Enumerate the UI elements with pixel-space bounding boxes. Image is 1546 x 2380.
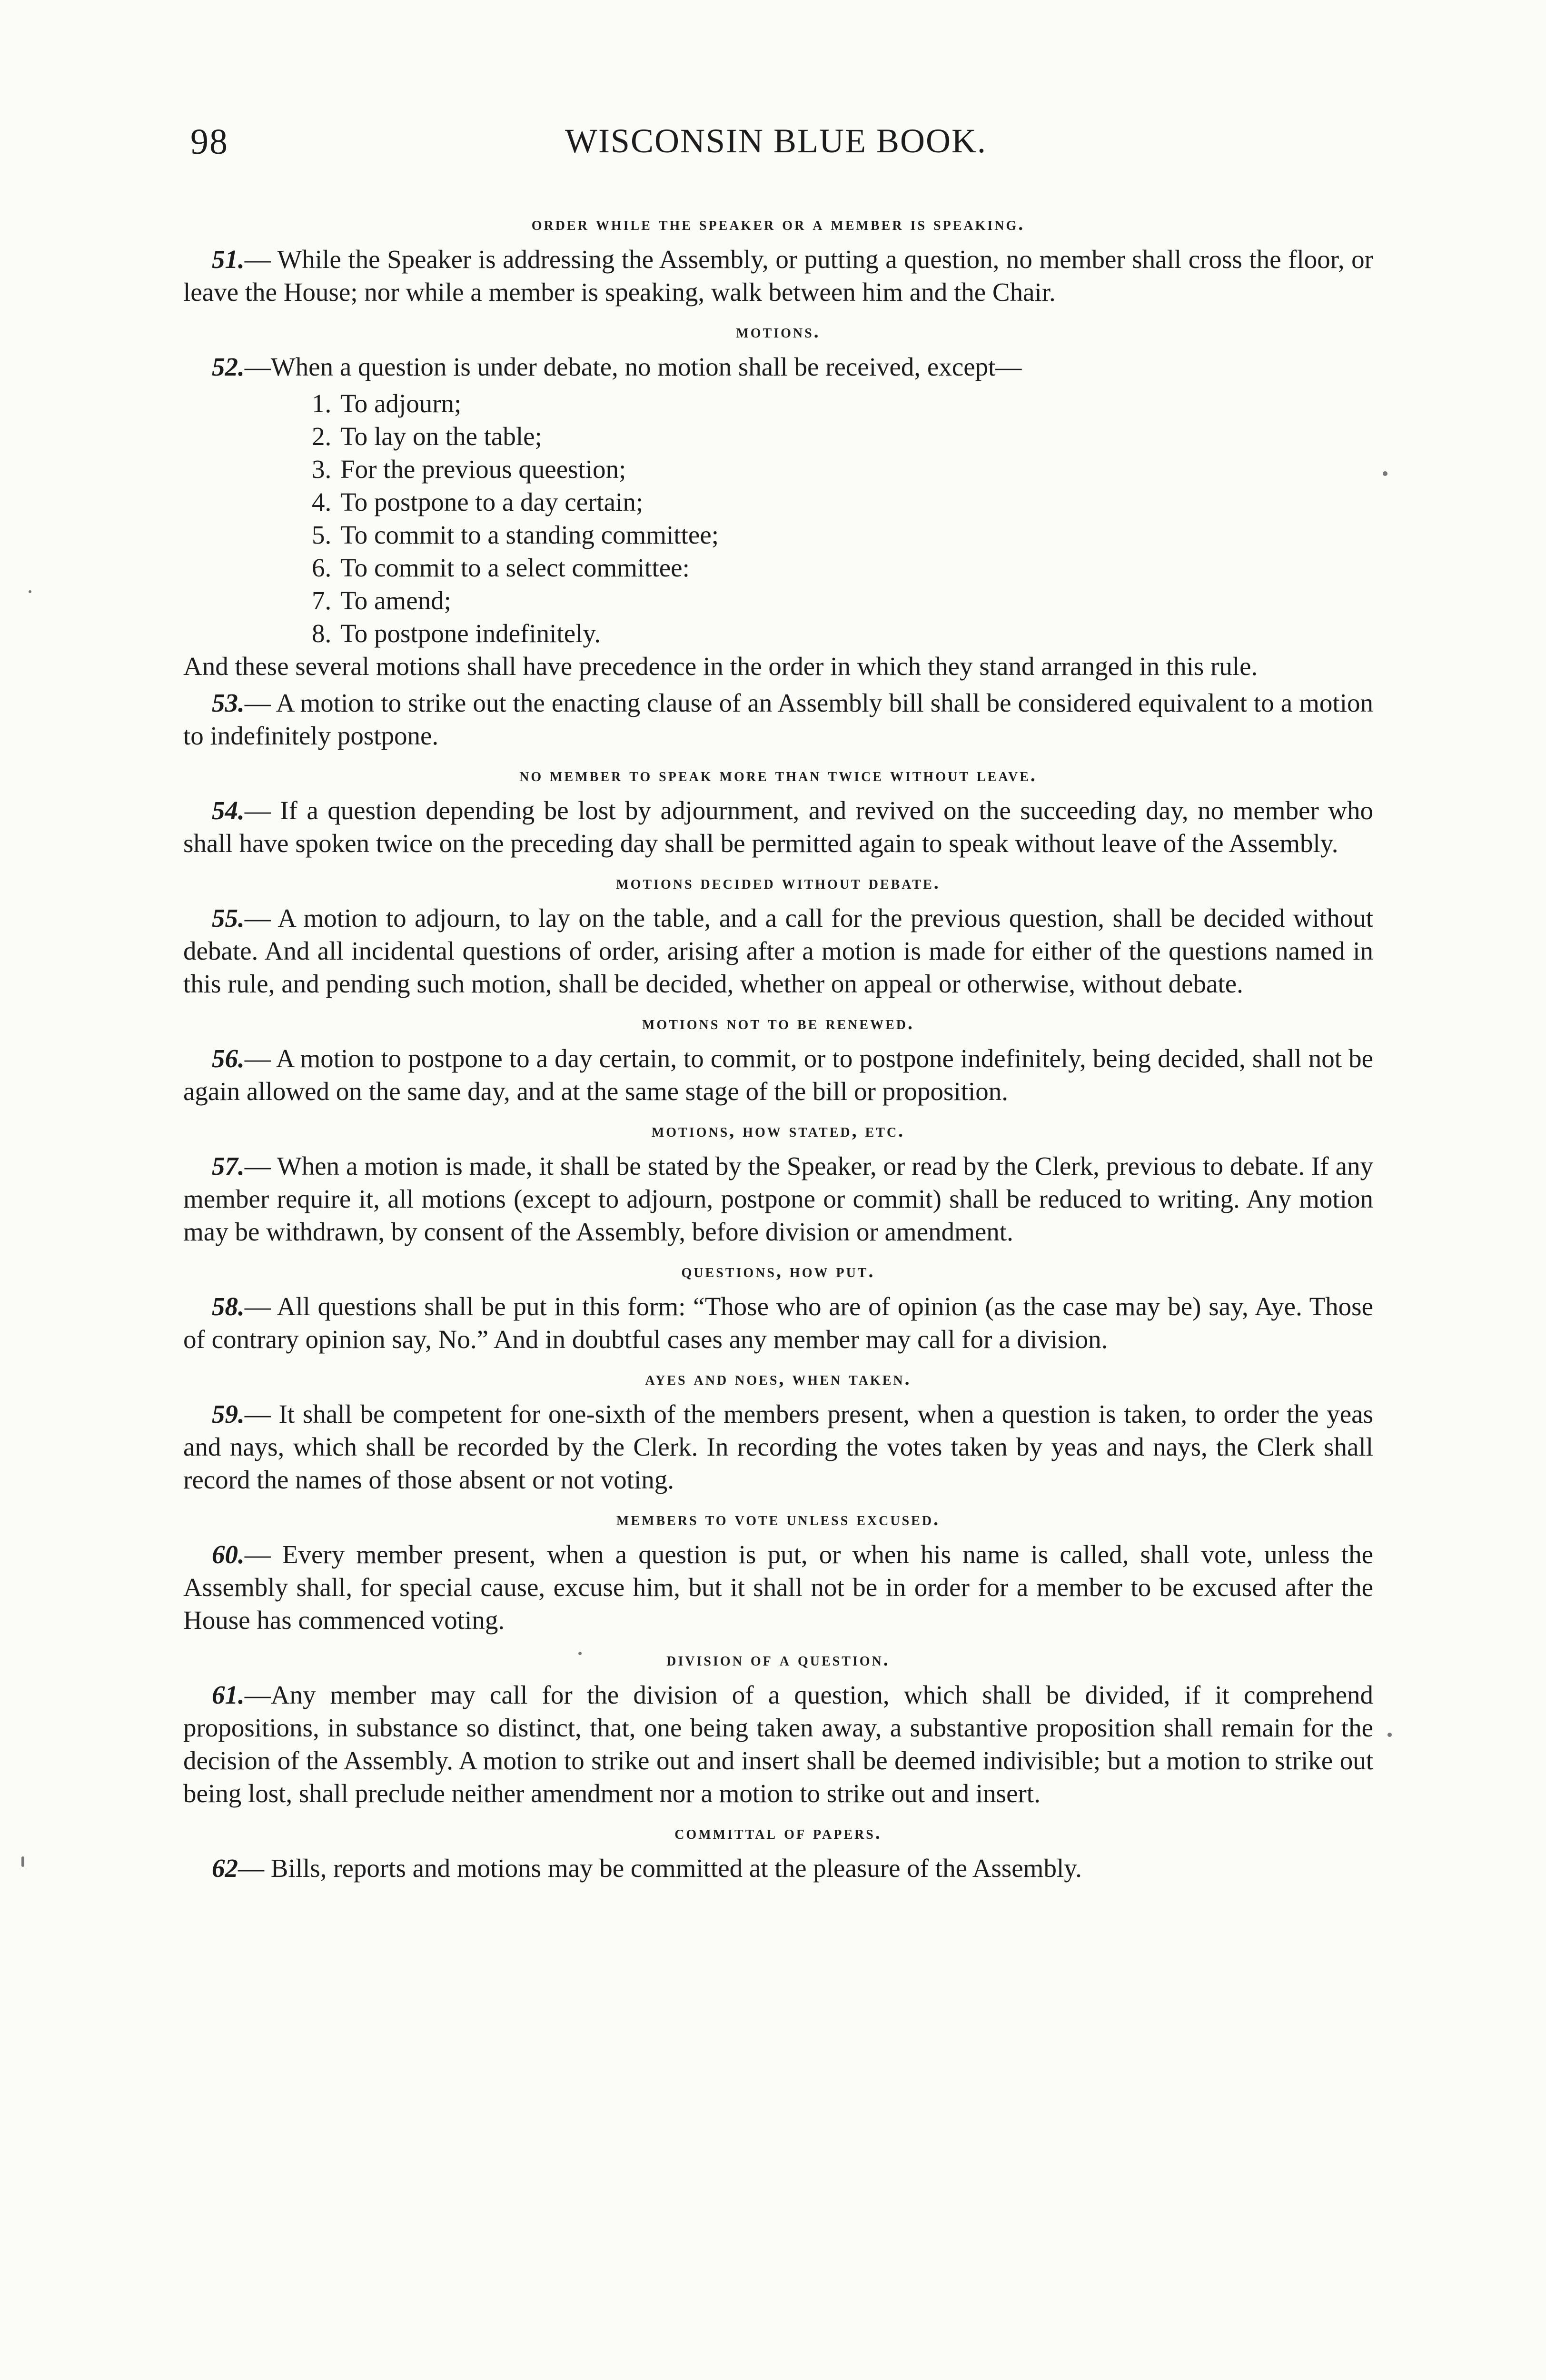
list-item <box>312 518 1373 551</box>
rule-text: — A motion to postpone to a day certain, to commit, or to postpone indefinitely, being decided, shall not be again allowed on the same day, and at the same stage of the bill or proposition. <box>183 1044 1373 1106</box>
list-item-text: To adjourn; <box>340 389 462 418</box>
section-heading: no member to speak more than twice without leave. <box>519 764 1037 785</box>
rule-57 <box>183 1150 1373 1248</box>
rule-number: 56. <box>212 1044 245 1073</box>
rule-text: — All questions shall be put in this form: “Those who are of opinion (as the case may be) say, Aye. Those of contrary opinion say, No.” And in doubtful cases any member may call for a division. <box>183 1292 1373 1354</box>
scan-speck <box>29 590 31 593</box>
list-item <box>312 584 1373 617</box>
rule-text: — Every member present, when a question is put, or when his name is called, shall vote, unless the Assembly shall, for special cause, excuse him, but it shall not be in order for a member to be excused after the House has commenced voting. <box>183 1540 1373 1635</box>
scan-speck <box>1383 471 1387 476</box>
rule-58 <box>183 1290 1373 1356</box>
rule-number: 57. <box>212 1151 245 1180</box>
section-heading: motions not to be renewed. <box>642 1012 915 1033</box>
section-heading: order while the speaker or a member is speaking. <box>531 213 1025 234</box>
rule-number: 61. <box>212 1680 245 1709</box>
rule-number: 60. <box>212 1540 245 1569</box>
rule-text: — A motion to strike out the enacting clause of an Assembly bill shall be considered equivalent to a motion to indefinitely postpone. <box>183 688 1373 750</box>
section-heading: members to vote unless excused. <box>616 1508 941 1529</box>
scan-speck <box>21 1856 24 1867</box>
section-heading: committal of papers. <box>674 1822 882 1843</box>
rule-text: — It shall be competent for one-sixth of the members present, when a question is taken, to order the yeas and nays, which shall be recorded by the Clerk. In recording the votes taken by yeas and nays, the Clerk shall record the names of those absent or not voting. <box>183 1399 1373 1494</box>
rule-53 <box>183 686 1373 752</box>
rule-number: 59. <box>212 1399 245 1428</box>
rule-51 <box>183 243 1373 308</box>
rule-number: 55. <box>212 903 245 932</box>
rule-55 <box>183 902 1373 1000</box>
rule-number: 58. <box>212 1292 245 1321</box>
rule-text: —When a question is under debate, no motion shall be received, except— <box>244 352 1022 381</box>
rule-number: 54. <box>212 796 245 825</box>
rule-text: — Bills, reports and motions may be committed at the pleasure of the Assembly. <box>238 1854 1082 1883</box>
list-item-text: To postpone to a day certain; <box>340 487 644 516</box>
precedence-note: And these several motions shall have precedence in the order in which they stand arranged in this rule. <box>183 652 1258 681</box>
rule-text: —Any member may call for the division of a question, which shall be divided, if it comprehend propositions, in substance so distinct, that, one being taken away, a substantive proposition shall remain for the decision of the Assembly. A motion to strike out and insert shall be deemed indivisible; but a motion to strike out being lost, shall preclude neither amendment nor a motion to strike out and insert. <box>183 1680 1373 1808</box>
list-item-text: To commit to a select committee: <box>340 553 690 582</box>
rule-number: 62 <box>212 1854 238 1883</box>
list-item-number: 2. <box>312 422 332 451</box>
section-heading: motions. <box>736 320 821 342</box>
motion-list <box>183 387 1373 650</box>
page-header <box>181 121 1371 164</box>
rule-number: 51. <box>212 245 245 274</box>
rule-number: 52. <box>212 352 245 381</box>
page-number: 98 <box>190 122 228 162</box>
section-heading: division of a question. <box>666 1648 890 1670</box>
list-item <box>312 453 1373 486</box>
list-item-text: To postpone indefinitely. <box>340 619 601 648</box>
rule-56 <box>183 1042 1373 1108</box>
rule-text: — When a motion is made, it shall be stated by the Speaker, or read by the Clerk, previous to debate. If any member require it, all motions (except to adjourn, postpone or commit) shall be reduced to writing. Any motion may be withdrawn, by consent of the Assembly, before division or amendment. <box>183 1151 1373 1246</box>
list-item-number: 1. <box>312 389 332 418</box>
list-item <box>312 387 1373 420</box>
rule-59 <box>183 1398 1373 1496</box>
section-heading: questions, how put. <box>681 1260 875 1281</box>
list-item-number: 3. <box>312 455 332 484</box>
list-item <box>312 617 1373 650</box>
rule-text: — A motion to adjourn, to lay on the table, and a call for the previous question, shall be decided without debate. And all incidental questions of order, arising after a motion is made for either of the questions named in this rule, and pending such motion, shall be decided, whether on appeal or otherwise, without debate. <box>183 903 1373 998</box>
list-item-text: To lay on the table; <box>340 422 542 451</box>
rules-body <box>183 209 1373 1888</box>
list-item <box>312 551 1373 584</box>
rule-number: 53. <box>212 688 245 717</box>
rule-62 <box>183 1852 1373 1884</box>
list-item-number: 7. <box>312 586 332 615</box>
list-item-number: 4. <box>312 487 332 516</box>
list-item <box>312 486 1373 518</box>
list-item-number: 6. <box>312 553 332 582</box>
rule-text: — While the Speaker is addressing the Assembly, or putting a question, no member shall cross the floor, or leave the House; nor while a member is speaking, walk between him and the Chair. <box>183 245 1373 307</box>
list-item <box>312 420 1373 453</box>
rule-text: — If a question depending be lost by adjournment, and revived on the succeeding day, no member who shall have spoken twice on the preceding day shall be permitted again to speak without leave of the Assembly. <box>183 796 1373 858</box>
rule-52 <box>183 350 1373 383</box>
section-heading: motions decided without debate. <box>616 872 941 893</box>
list-item-number: 5. <box>312 520 332 549</box>
list-item-text: To commit to a standing committee; <box>340 520 719 549</box>
section-heading: motions, how stated, etc. <box>651 1120 905 1141</box>
section-heading: ayes and noes, when taken. <box>645 1368 912 1389</box>
list-item-number: 8. <box>312 619 332 648</box>
rule-61 <box>183 1678 1373 1810</box>
scan-speck <box>1387 1733 1392 1737</box>
rule-54 <box>183 794 1373 860</box>
running-title: WISCONSIN BLUE BOOK. <box>565 122 987 160</box>
list-item-text: To amend; <box>340 586 451 615</box>
scan-speck <box>578 1652 582 1655</box>
list-item-text: For the previous queestion; <box>340 455 626 484</box>
rule-60 <box>183 1538 1373 1636</box>
